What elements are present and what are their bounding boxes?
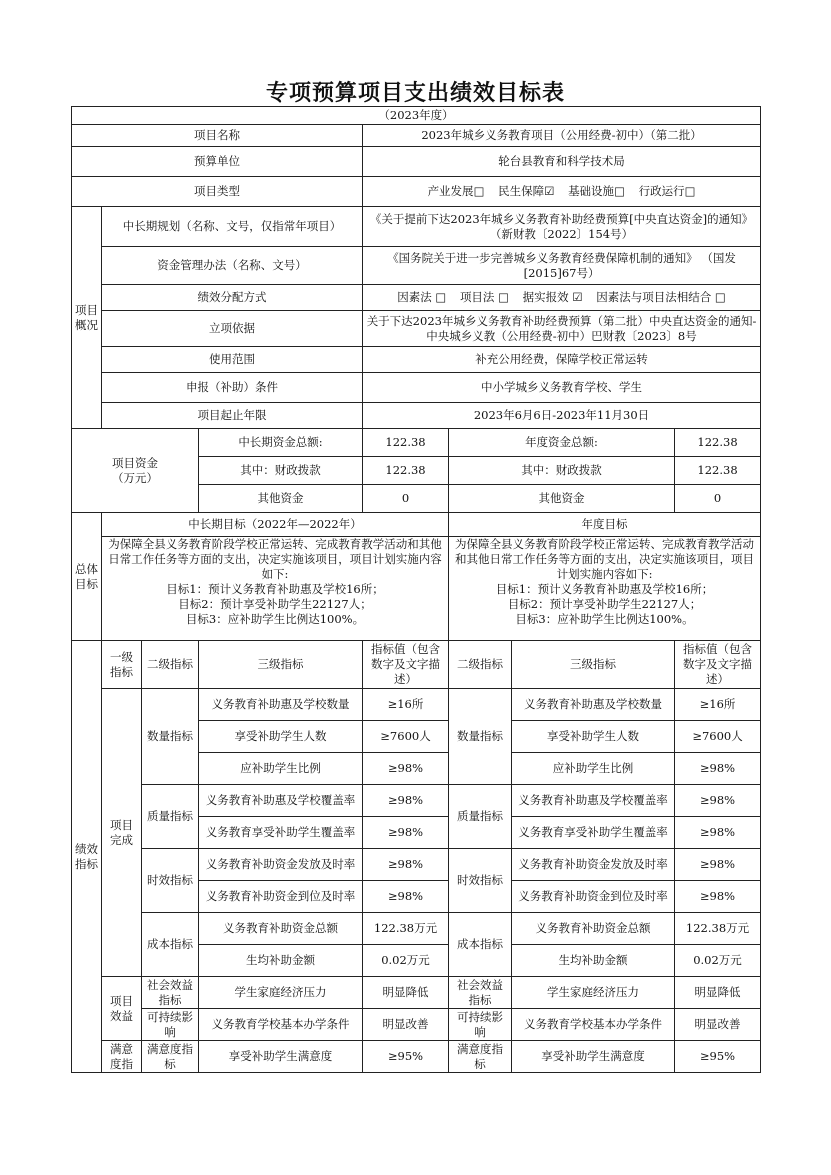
year-cell: （2023年度） <box>72 107 761 125</box>
annual-indicator-value: ≥16所 <box>675 689 761 721</box>
annual-indicator-name: 义务教育补助惠及学校数量 <box>512 689 675 721</box>
indicator-name: 义务教育补助惠及学校覆盖率 <box>199 785 363 817</box>
indicator-name: 义务教育学校基本办学条件 <box>199 1009 363 1041</box>
performance-target-table <box>71 106 761 1073</box>
annual-indicator-name: 学生家庭经济压力 <box>512 977 675 1009</box>
indicator-value: ≥98% <box>363 881 449 913</box>
annual-indicator-value: ≥98% <box>675 881 761 913</box>
level1-header: 一级指标 <box>102 641 142 689</box>
annual-indicator-name: 义务教育学校基本办学条件 <box>512 1009 675 1041</box>
alloc-method-label: 绩效分配方式 <box>102 285 363 311</box>
annual-indicator-value: ≥98% <box>675 753 761 785</box>
annual-indicator-name: 义务教育补助资金发放及时率 <box>512 849 675 881</box>
goals-section-label: 总体目标 <box>72 513 102 641</box>
annual-level3-header: 三级指标 <box>512 641 675 689</box>
annual-indicator-value: ≥98% <box>675 817 761 849</box>
plan-label: 中长期规划（名称、文号，仅指常年项目） <box>102 207 363 247</box>
annual-total-label: 年度资金总额: <box>449 429 675 457</box>
sustain-label: 可持续影响 <box>142 1009 199 1041</box>
indicator-name: 生均补助金额 <box>199 945 363 977</box>
condition-label: 申报（补助）条件 <box>102 373 363 403</box>
annual-indicator-value: 明显改善 <box>675 1009 761 1041</box>
annual-quality-label: 质量指标 <box>449 785 512 849</box>
annual-indicator-name: 享受补助学生满意度 <box>512 1041 675 1073</box>
overview-section-label: 项目概况 <box>72 207 102 429</box>
annual-fiscal-label: 其中：财政拨款 <box>449 457 675 485</box>
project-name-value: 2023年城乡义务教育项目（公用经费-初中）（第二批） <box>363 125 761 147</box>
indicator-name: 义务教育补助资金到位及时率 <box>199 881 363 913</box>
annual-indicator-name: 义务教育享受补助学生覆盖率 <box>512 817 675 849</box>
annual-total-value: 122.38 <box>675 429 761 457</box>
alloc-option: 据实报效 ☑ <box>522 290 583 304</box>
annual-sustain-label: 可持续影响 <box>449 1009 512 1041</box>
indicator-name: 义务教育补助资金发放及时率 <box>199 849 363 881</box>
checkbox-icon: □ <box>435 290 447 304</box>
timeliness-label: 时效指标 <box>142 849 199 913</box>
level3-header: 三级指标 <box>199 641 363 689</box>
indicator-value: ≥98% <box>363 785 449 817</box>
checkbox-icon: □ <box>473 184 485 198</box>
annual-indicator-name: 享受补助学生人数 <box>512 721 675 753</box>
checkbox-icon: □ <box>684 184 696 198</box>
annual-indicator-name: 义务教育补助资金总额 <box>512 913 675 945</box>
mid-fiscal-label: 其中：财政拨款 <box>199 457 363 485</box>
annual-indicator-name: 应补助学生比例 <box>512 753 675 785</box>
annual-indicator-value: ≥98% <box>675 849 761 881</box>
mid-other-label: 其他资金 <box>199 485 363 513</box>
mid-goal-header: 中长期目标（2022年—2022年） <box>102 513 449 537</box>
basis-label: 立项依据 <box>102 311 363 347</box>
indicator-name: 义务教育补助资金总额 <box>199 913 363 945</box>
scope-label: 使用范围 <box>102 347 363 373</box>
alloc-option: 因素法 □ <box>397 290 447 304</box>
indicator-value: ≥16所 <box>363 689 449 721</box>
alloc-option: 因素法与项目法相结合 □ <box>596 290 726 304</box>
indicator-name: 享受补助学生满意度 <box>199 1041 363 1073</box>
mid-total-value: 122.38 <box>363 429 449 457</box>
annual-timeliness-label: 时效指标 <box>449 849 512 913</box>
scope-value: 补充公用经费，保障学校正常运转 <box>363 347 761 373</box>
indicators-section-label: 绩效指标 <box>72 641 102 1073</box>
indicator-name: 享受补助学生人数 <box>199 721 363 753</box>
annual-social-label: 社会效益指标 <box>449 977 512 1009</box>
type-option: 基础设施□ <box>568 184 625 198</box>
budget-unit-value: 轮台县教育和科学技术局 <box>363 147 761 177</box>
project-type-label: 项目类型 <box>72 177 363 207</box>
annual-indicator-name: 义务教育补助惠及学校覆盖率 <box>512 785 675 817</box>
level2-header: 二级指标 <box>142 641 199 689</box>
cost-label: 成本指标 <box>142 913 199 977</box>
mid-fiscal-value: 122.38 <box>363 457 449 485</box>
indicator-name: 应补助学生比例 <box>199 753 363 785</box>
checkbox-checked-icon: ☑ <box>572 290 583 304</box>
basis-value: 关于下达2023年城乡义务教育补助经费预算（第二批）中央直达资金的通知-中央城乡义教（公用经费-初中）巴财教〔2023〕8号 <box>363 311 761 347</box>
fund-mgmt-label: 资金管理办法（名称、文号） <box>102 247 363 285</box>
period-value: 2023年6月6日-2023年11月30日 <box>363 403 761 429</box>
project-type-options <box>363 177 761 207</box>
indicator-value: 122.38万元 <box>363 913 449 945</box>
indicator-value: ≥98% <box>363 849 449 881</box>
indicator-value: ≥98% <box>363 753 449 785</box>
annual-quantity-label: 数量指标 <box>449 689 512 785</box>
mid-goal-text: 为保障全县义务教育阶段学校正常运转、完成教育教学活动和其他日常工作任务等方面的支出，决定实施该项目，项目计划实施内容如下: 目标1：预计义务教育补助惠及学校16所； 目标2：预计享受补助学生22127人； 目标3：应补助学生比例达100%。 <box>102 537 449 641</box>
benefit-label: 项目效益 <box>102 977 142 1041</box>
budget-unit-label: 预算单位 <box>72 147 363 177</box>
indicator-value: 明显改善 <box>363 1009 449 1041</box>
alloc-option: 项目法 □ <box>459 290 509 304</box>
annual-other-label: 其他资金 <box>449 485 675 513</box>
plan-value: 《关于提前下达2023年城乡义务教育补助经费预算[中央直达资金]的通知》 （新财教〔2022〕154号） <box>363 207 761 247</box>
annual-value-header: 指标值（包含数字及文字描述） <box>675 641 761 689</box>
indicator-value: ≥95% <box>363 1041 449 1073</box>
annual-indicator-value: ≥98% <box>675 785 761 817</box>
checkbox-icon: □ <box>614 184 625 198</box>
mid-total-label: 中长期资金总额: <box>199 429 363 457</box>
annual-indicator-value: 明显降低 <box>675 977 761 1009</box>
indicator-name: 义务教育补助惠及学校数量 <box>199 689 363 721</box>
funds-label: 项目资金 （万元） <box>72 429 199 513</box>
satis-indicator-label: 满意度指标 <box>142 1041 199 1073</box>
social-label: 社会效益指标 <box>142 977 199 1009</box>
indicator-value: 明显降低 <box>363 977 449 1009</box>
completion-label: 项目完成 <box>102 689 142 977</box>
type-option: 行政运行□ <box>638 184 696 198</box>
annual-cost-label: 成本指标 <box>449 913 512 977</box>
annual-satis-indicator-label: 满意度指标 <box>449 1041 512 1073</box>
satisfaction-label: 满意度指 <box>102 1041 142 1073</box>
indicator-value: ≥7600人 <box>363 721 449 753</box>
alloc-method-options <box>363 285 761 311</box>
annual-goal-text: 为保障全县义务教育阶段学校正常运转、完成教育教学活动和其他日常工作任务等方面的支出，决定实施该项目，项目计划实施内容如下: 目标1：预计义务教育补助惠及学校16所； 目标2：预计享受补助学生22127人； 目标3：应补助学生比例达100%。 <box>449 537 761 641</box>
annual-indicator-name: 生均补助金额 <box>512 945 675 977</box>
annual-goal-header: 年度目标 <box>449 513 761 537</box>
annual-indicator-value: ≥95% <box>675 1041 761 1073</box>
indicator-name: 义务教育享受补助学生覆盖率 <box>199 817 363 849</box>
fund-mgmt-value: 《国务院关于进一步完善城乡义务教育经费保障机制的通知》 （国发[2015]67号） <box>363 247 761 285</box>
period-label: 项目起止年限 <box>102 403 363 429</box>
annual-indicator-value: 0.02万元 <box>675 945 761 977</box>
indicator-name: 学生家庭经济压力 <box>199 977 363 1009</box>
checkbox-checked-icon: ☑ <box>544 184 555 198</box>
mid-other-value: 0 <box>363 485 449 513</box>
annual-level2-header: 二级指标 <box>449 641 512 689</box>
quality-label: 质量指标 <box>142 785 199 849</box>
checkbox-icon: □ <box>714 290 726 304</box>
condition-value: 中小学城乡义务教育学校、学生 <box>363 373 761 403</box>
annual-indicator-value: ≥7600人 <box>675 721 761 753</box>
value-header: 指标值（包含数字及文字描述） <box>363 641 449 689</box>
page-title: 专项预算项目支出绩效目标表 <box>265 80 565 106</box>
indicator-value: ≥98% <box>363 817 449 849</box>
annual-fiscal-value: 122.38 <box>675 457 761 485</box>
indicator-value: 0.02万元 <box>363 945 449 977</box>
type-option: 民生保障☑ <box>498 184 555 198</box>
quantity-label: 数量指标 <box>142 689 199 785</box>
checkbox-icon: □ <box>498 290 509 304</box>
type-option: 产业发展□ <box>427 184 485 198</box>
annual-indicator-name: 义务教育补助资金到位及时率 <box>512 881 675 913</box>
project-name-label: 项目名称 <box>72 125 363 147</box>
annual-indicator-value: 122.38万元 <box>675 913 761 945</box>
annual-other-value: 0 <box>675 485 761 513</box>
